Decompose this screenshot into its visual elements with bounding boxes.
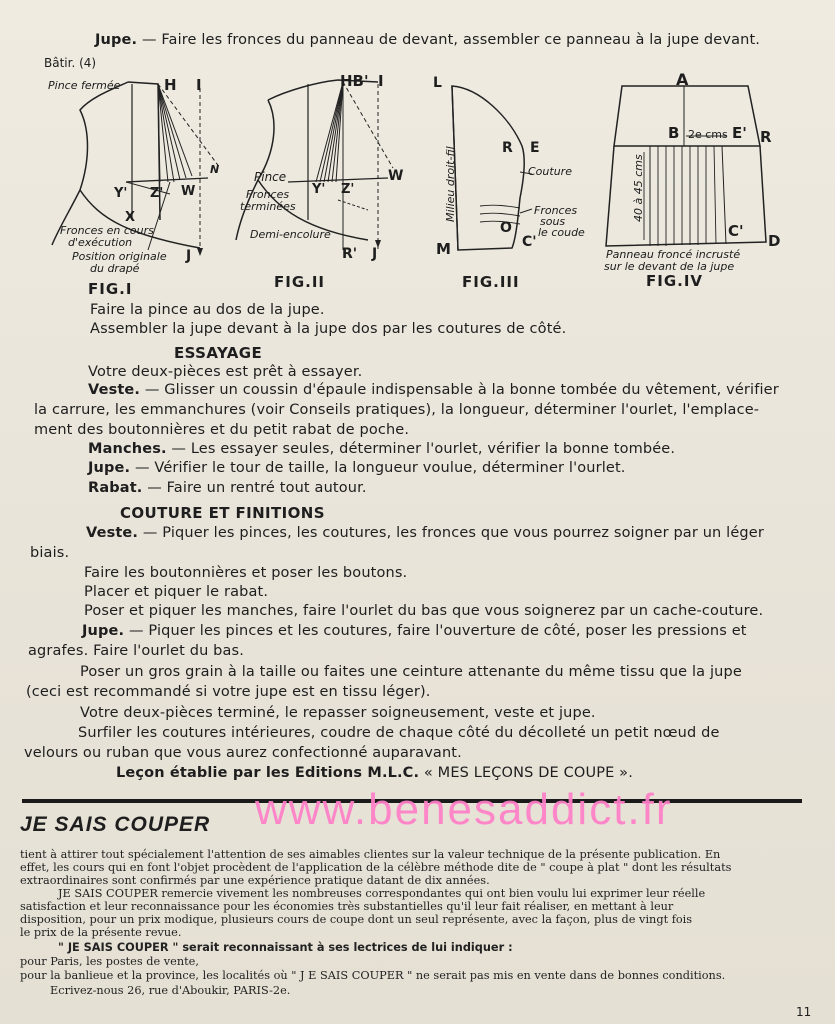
fig4-label-devant: sur le devant de la jupe bbox=[604, 260, 735, 273]
fig3-letter-m: M bbox=[436, 240, 451, 258]
footer-line-6: disposition, pour un prix modique, plusieurs cours de coupe dont un seul représente, avec la façon, plus de vingt fois bbox=[20, 913, 693, 926]
fig3-label-sous: sous bbox=[540, 215, 566, 228]
fig3-letter-r: R bbox=[502, 140, 513, 156]
fig4-caption: FIG.IV bbox=[646, 272, 704, 290]
fig2-letter-z: Z' bbox=[341, 182, 355, 197]
fig1-label-fronces: Fronces en cours bbox=[60, 224, 154, 237]
footer-line-3: extraordinaires sont confirmés par une expérience pratique datant de dix années. bbox=[20, 874, 490, 887]
fig2-caption: FIG.II bbox=[274, 273, 325, 291]
fig2-letter-hb: HB' bbox=[340, 72, 369, 90]
body-p3: Votre deux-pièces est prêt à essayer. bbox=[88, 364, 363, 380]
header-line: Jupe. — Faire les fronces du panneau de devant, assembler ce panneau à la jupe devant. bbox=[95, 32, 761, 48]
fig2-letter-w: W bbox=[388, 168, 404, 184]
fig1-label-position: Position originale bbox=[72, 250, 167, 263]
fig1-label-pince-fermee: Pince fermée bbox=[48, 79, 121, 92]
fig4-letter-d: D bbox=[768, 232, 781, 250]
fig3-label-coude: le coude bbox=[538, 226, 585, 239]
fig1-label-execution: d'exécution bbox=[68, 236, 133, 249]
fig2-label-fronces: Fronces bbox=[246, 188, 290, 201]
fig3-label-fronces: Fronces bbox=[534, 204, 578, 217]
couture-jupe-line-2: agrafes. Faire l'ourlet du bas. bbox=[28, 643, 245, 659]
footer-line-11: Ecrivez-nous 26, rue d'Aboukir, PARIS-2e. bbox=[50, 984, 291, 997]
fig3-caption: FIG.III bbox=[462, 273, 520, 291]
fig2-letter-r: R' bbox=[342, 246, 358, 262]
body-l1: Faire les boutonnières et poser les boutons. bbox=[84, 565, 408, 581]
fig4-letter-c: C' bbox=[728, 222, 744, 240]
fig2-label-terminees: terminées bbox=[240, 200, 296, 213]
footer-line-9: pour Paris, les postes de vente, bbox=[20, 955, 199, 968]
fig3-letter-l: L bbox=[433, 75, 442, 91]
batir-label: Bâtir. (4) bbox=[44, 56, 97, 70]
page-number: 11 bbox=[796, 1005, 812, 1019]
fig2-letter-y: Y' bbox=[312, 182, 326, 197]
fig1-letter-j: J bbox=[186, 248, 192, 264]
fig1-label-drape: du drapé bbox=[90, 262, 140, 275]
fig2-letter-i: I bbox=[378, 72, 384, 90]
fig1-letter-w: W bbox=[181, 184, 196, 199]
fig4-letter-a: A bbox=[676, 70, 689, 89]
footer-line-1: tient à attirer tout spécialement l'attention de ses aimables clientes sur la valeur technique de la présente publication. En bbox=[20, 848, 721, 861]
fig4-label-40-45: 40 à 45 cms bbox=[632, 154, 645, 222]
couture-jupe-line-1: Jupe. — Piquer les pinces et les coutures, faire l'ouverture de côté, poser les pressions et bbox=[82, 623, 747, 639]
fig3-letter-e: E bbox=[530, 140, 540, 156]
fig1-letter-y: Y' bbox=[114, 186, 128, 201]
footer-line-8: " JE SAIS COUPER " serait reconnaissant à ses lectrices de lui indiquer : bbox=[58, 941, 513, 954]
body-p1: Faire la pince au dos de la jupe. bbox=[90, 302, 325, 318]
essayage-heading: ESSAYAGE bbox=[174, 344, 263, 362]
footer-line-10: pour la banlieue et la province, les localités où " J E SAIS COUPER " ne serait pas mis en vente dans de bonnes conditions. bbox=[20, 969, 726, 982]
fig1-letter-n: N bbox=[210, 163, 220, 176]
body-l3: Poser et piquer les manches, faire l'ourlet du bas que vous soignerez par un cache-couture. bbox=[84, 603, 764, 619]
fig1-letter-i: I bbox=[196, 76, 202, 94]
body-s2: velours ou ruban que vous aurez confectionné auparavant. bbox=[24, 745, 462, 761]
body-l2: Placer et piquer le rabat. bbox=[84, 584, 269, 600]
fig4-letter-r: R bbox=[760, 128, 772, 146]
fig1-letter-h: H bbox=[164, 76, 177, 94]
fig4-letter-b: B bbox=[668, 124, 680, 142]
lecon-line: Leçon établie par les Editions M.L.C. « MES LEÇONS DE COUPE ». bbox=[116, 765, 633, 781]
brand-title: JE SAIS COUPER bbox=[20, 813, 211, 836]
fig3-letter-c: C' bbox=[522, 234, 537, 250]
fig3-letter-o: O bbox=[500, 220, 512, 236]
couture-heading: COUTURE ET FINITIONS bbox=[120, 504, 325, 522]
body-s1: Surfiler les coutures intérieures, coudre de chaque côté du décolleté un petit nœud de bbox=[78, 725, 720, 741]
fig2-letter-j: J bbox=[372, 246, 378, 262]
body-g1: Poser un gros grain à la taille ou faites une ceinture attenante du même tissu que la jupe bbox=[80, 664, 742, 680]
couture-veste-line-1: Veste. — Piquer les pinces, les coutures, les fronces que vous pourrez soigner par un léger bbox=[86, 525, 764, 541]
fig1-caption: FIG.I bbox=[88, 280, 133, 298]
fig4-letter-e: E' bbox=[732, 124, 747, 142]
veste-line-2: la carrure, les emmanchures (voir Conseils pratiques), la longueur, déterminer l'ourlet, l'emplace- bbox=[34, 402, 760, 418]
fig3-label-milieu: Milieu droit-fil bbox=[444, 146, 457, 222]
footer-line-4: JE SAIS COUPER remercie vivement les nombreuses correspondantes qui ont bien voulu lui exprimer leur réelle bbox=[58, 887, 706, 900]
fig2-label-pince: Pince bbox=[254, 170, 287, 184]
fig2-label-demi-encolure: Demi-encolure bbox=[250, 228, 331, 241]
watermark: www.benesaddict.fr bbox=[255, 785, 673, 834]
footer-line-5: satisfaction et leur reconnaissance pour les économies très substantielles qu'il leur fait réaliser, en mettant à leur bbox=[20, 900, 674, 913]
body-g2: (ceci est recommandé si votre jupe est en tissu léger). bbox=[26, 684, 431, 700]
footer-line-7: le prix de la présente revue. bbox=[20, 926, 182, 939]
body-p2: Assembler la jupe devant à la jupe dos par les coutures de côté. bbox=[90, 321, 567, 337]
footer-line-2: effet, les cours qui en font l'objet procèdent de l'application de la célèbre méthode dite de " coupe à plat " dont les résultats bbox=[20, 861, 732, 874]
fig4-label-2cms: 2e cms bbox=[688, 128, 728, 141]
body-v1: Votre deux-pièces terminé, le repasser soigneusement, veste et jupe. bbox=[80, 705, 596, 721]
fig1-letter-x: X bbox=[125, 210, 136, 225]
veste-line-3: ment des boutonnières et du petit rabat de poche. bbox=[34, 422, 410, 438]
fig3-label-couture: Couture bbox=[528, 165, 572, 178]
manches-line: Manches. — Les essayer seules, déterminer l'ourlet, vérifier la bonne tombée. bbox=[88, 441, 676, 457]
figure-4-drawing bbox=[600, 80, 780, 260]
fig4-label-panneau: Panneau froncé incrusté bbox=[606, 248, 741, 261]
fig1-letter-z: Z' bbox=[150, 186, 164, 201]
couture-veste-line-2: biais. bbox=[30, 545, 70, 561]
rabat-line: Rabat. — Faire un rentré tout autour. bbox=[88, 480, 367, 496]
veste-line-1: Veste. — Glisser un coussin d'épaule indispensable à la bonne tombée du vêtement, vérifier bbox=[88, 382, 779, 398]
jupe-line: Jupe. — Vérifier le tour de taille, la longueur voulue, déterminer l'ourlet. bbox=[88, 460, 626, 476]
